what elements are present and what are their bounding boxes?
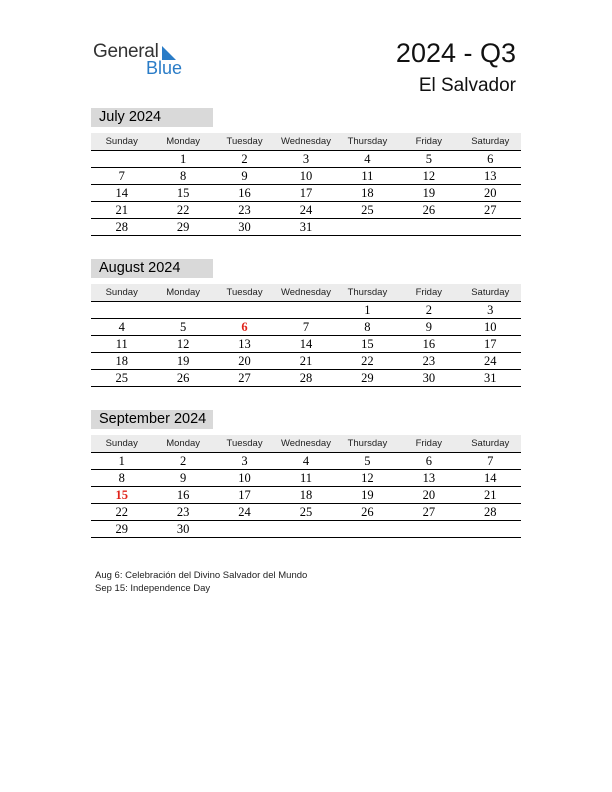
day-cell <box>214 302 275 318</box>
holiday-day-cell: 6 <box>241 320 248 334</box>
day-cell: 10 <box>238 471 251 485</box>
day-cell: 20 <box>483 186 497 200</box>
day-cell: 12 <box>422 169 436 183</box>
weeks-container <box>91 453 521 538</box>
day-cell: 18 <box>361 186 374 200</box>
day-cell: 30 <box>176 522 190 536</box>
day-cell: 15 <box>361 337 374 351</box>
day-cell: 5 <box>364 454 371 468</box>
week-row <box>91 370 521 387</box>
day-cell: 26 <box>361 505 374 519</box>
week-row <box>91 151 521 168</box>
weekday-label: Thursday <box>347 287 388 298</box>
holiday-day-cell: 15 <box>115 488 128 502</box>
weekday-label: Thursday <box>347 136 388 147</box>
day-cell: 2 <box>425 303 432 317</box>
day-cell <box>460 219 521 235</box>
day-cell <box>460 521 521 537</box>
day-cell: 8 <box>180 169 187 183</box>
weekday-label: Wednesday <box>280 287 331 298</box>
weekday-label: Sunday <box>105 136 138 147</box>
day-cell: 6 <box>487 152 494 166</box>
day-cell: 1 <box>364 303 371 317</box>
month-label: July 2024 <box>91 108 213 127</box>
month-label: August 2024 <box>91 259 213 278</box>
day-cell: 24 <box>299 203 313 217</box>
week-row <box>91 470 521 487</box>
day-cell <box>337 521 398 537</box>
weekday-header-row <box>91 284 521 302</box>
day-cell: 1 <box>118 454 125 468</box>
week-row <box>91 487 521 504</box>
day-cell: 23 <box>238 203 251 217</box>
day-cell: 21 <box>483 488 497 502</box>
day-cell: 31 <box>299 220 313 234</box>
day-cell: 25 <box>115 371 128 385</box>
page-title: 2024 - Q3 <box>395 38 516 68</box>
day-cell: 24 <box>483 354 497 368</box>
day-cell: 20 <box>422 488 436 502</box>
day-cell: 22 <box>176 203 190 217</box>
day-cell: 4 <box>118 320 125 334</box>
day-cell: 7 <box>487 454 494 468</box>
day-cell: 29 <box>115 522 128 536</box>
weekday-label: Monday <box>166 136 201 147</box>
day-cell: 3 <box>487 303 494 317</box>
week-row <box>91 202 521 219</box>
day-cell: 31 <box>483 371 497 385</box>
week-row <box>91 319 521 336</box>
weeks-container <box>91 151 521 236</box>
day-cell: 22 <box>361 354 374 368</box>
day-cell: 29 <box>176 220 190 234</box>
day-cell: 12 <box>176 337 190 351</box>
day-cell: 2 <box>241 152 248 166</box>
day-cell: 17 <box>238 488 251 502</box>
generalblue-logo <box>93 41 193 79</box>
week-row <box>91 168 521 185</box>
day-cell: 26 <box>422 203 436 217</box>
weekday-label: Saturday <box>471 136 510 147</box>
weekday-label: Sunday <box>105 287 138 298</box>
day-cell <box>275 521 336 537</box>
day-cell: 21 <box>299 354 313 368</box>
week-row <box>91 504 521 521</box>
day-cell: 24 <box>238 505 251 519</box>
weekday-label: Monday <box>166 287 201 298</box>
day-cell: 30 <box>238 220 251 234</box>
day-cell: 11 <box>299 471 312 485</box>
day-cell: 26 <box>176 371 190 385</box>
week-row <box>91 302 521 319</box>
day-cell: 9 <box>241 169 248 183</box>
day-cell: 30 <box>422 371 436 385</box>
weekday-header-row <box>91 133 521 151</box>
day-cell: 10 <box>483 320 497 334</box>
day-cell: 5 <box>180 320 187 334</box>
month-label: September 2024 <box>91 410 213 429</box>
weekday-label: Tuesday <box>226 287 263 298</box>
day-cell: 3 <box>241 454 248 468</box>
weekday-header-row <box>91 435 521 453</box>
day-cell: 19 <box>361 488 374 502</box>
day-cell: 8 <box>118 471 125 485</box>
weekday-label: Saturday <box>471 438 510 449</box>
week-row <box>91 453 521 470</box>
logo-text-blue: Blue <box>146 58 183 78</box>
day-cell: 28 <box>483 505 497 519</box>
day-cell: 5 <box>425 152 432 166</box>
weekday-label: Friday <box>415 287 443 298</box>
day-cell <box>91 151 152 167</box>
weekday-label: Tuesday <box>226 438 263 449</box>
day-cell <box>214 521 275 537</box>
day-cell: 22 <box>115 505 128 519</box>
weekday-label: Tuesday <box>226 136 263 147</box>
day-cell: 14 <box>115 186 128 200</box>
day-cell: 17 <box>483 337 497 351</box>
day-cell <box>91 302 152 318</box>
day-cell <box>337 219 398 235</box>
day-cell: 16 <box>422 337 436 351</box>
day-cell <box>398 219 459 235</box>
weekday-label: Saturday <box>471 287 510 298</box>
day-cell: 6 <box>425 454 432 468</box>
day-cell: 7 <box>118 169 125 183</box>
day-cell: 18 <box>299 488 313 502</box>
holiday-note: Sep 15: Independence Day <box>95 583 211 594</box>
logo-text-general: General <box>93 41 159 62</box>
day-cell <box>398 521 459 537</box>
day-cell: 25 <box>361 203 374 217</box>
day-cell: 16 <box>176 488 190 502</box>
weekday-label: Wednesday <box>280 136 331 147</box>
week-row <box>91 219 521 236</box>
day-cell: 1 <box>180 152 187 166</box>
week-row <box>91 336 521 353</box>
day-cell: 11 <box>115 337 128 351</box>
weekday-label: Monday <box>166 438 201 449</box>
day-cell: 8 <box>364 320 371 334</box>
day-cell: 20 <box>238 354 251 368</box>
weekday-label: Friday <box>415 438 443 449</box>
country-name: El Salvador <box>418 75 516 96</box>
day-cell: 13 <box>422 471 436 485</box>
day-cell: 10 <box>299 169 313 183</box>
day-cell: 14 <box>483 471 497 485</box>
day-cell: 27 <box>483 203 497 217</box>
day-cell: 25 <box>299 505 313 519</box>
day-cell: 14 <box>299 337 313 351</box>
day-cell: 9 <box>180 471 187 485</box>
day-cell: 13 <box>483 169 497 183</box>
holiday-notes <box>95 569 307 595</box>
day-cell: 11 <box>361 169 374 183</box>
month-calendar-july <box>91 108 521 236</box>
day-cell <box>275 302 336 318</box>
day-cell: 3 <box>302 152 310 166</box>
weeks-container <box>91 302 521 387</box>
month-calendar-august <box>91 259 521 387</box>
day-cell: 2 <box>180 454 187 468</box>
day-cell: 9 <box>425 320 432 334</box>
week-row <box>91 185 521 202</box>
day-cell: 27 <box>238 371 251 385</box>
day-cell: 21 <box>115 203 128 217</box>
month-calendar-september <box>91 410 521 538</box>
weekday-label: Thursday <box>347 438 388 449</box>
day-cell: 17 <box>299 186 313 200</box>
day-cell: 23 <box>422 354 436 368</box>
day-cell: 7 <box>302 320 310 334</box>
day-cell: 28 <box>115 220 128 234</box>
weekday-label: Sunday <box>105 438 138 449</box>
day-cell: 23 <box>176 505 190 519</box>
weekday-label: Wednesday <box>280 438 331 449</box>
week-row <box>91 521 521 538</box>
day-cell: 27 <box>422 505 436 519</box>
weekday-label: Friday <box>415 136 443 147</box>
day-cell <box>152 302 213 318</box>
day-cell: 19 <box>422 186 436 200</box>
day-cell: 28 <box>299 371 313 385</box>
day-cell: 4 <box>364 152 371 166</box>
day-cell: 12 <box>361 471 374 485</box>
day-cell: 19 <box>176 354 190 368</box>
day-cell: 18 <box>115 354 128 368</box>
holiday-note: Aug 6: Celebración del Divino Salvador del Mundo <box>95 570 308 581</box>
day-cell: 16 <box>238 186 251 200</box>
day-cell: 15 <box>176 186 190 200</box>
day-cell: 4 <box>302 454 310 468</box>
week-row <box>91 353 521 370</box>
day-cell: 13 <box>238 337 251 351</box>
day-cell: 29 <box>361 371 374 385</box>
